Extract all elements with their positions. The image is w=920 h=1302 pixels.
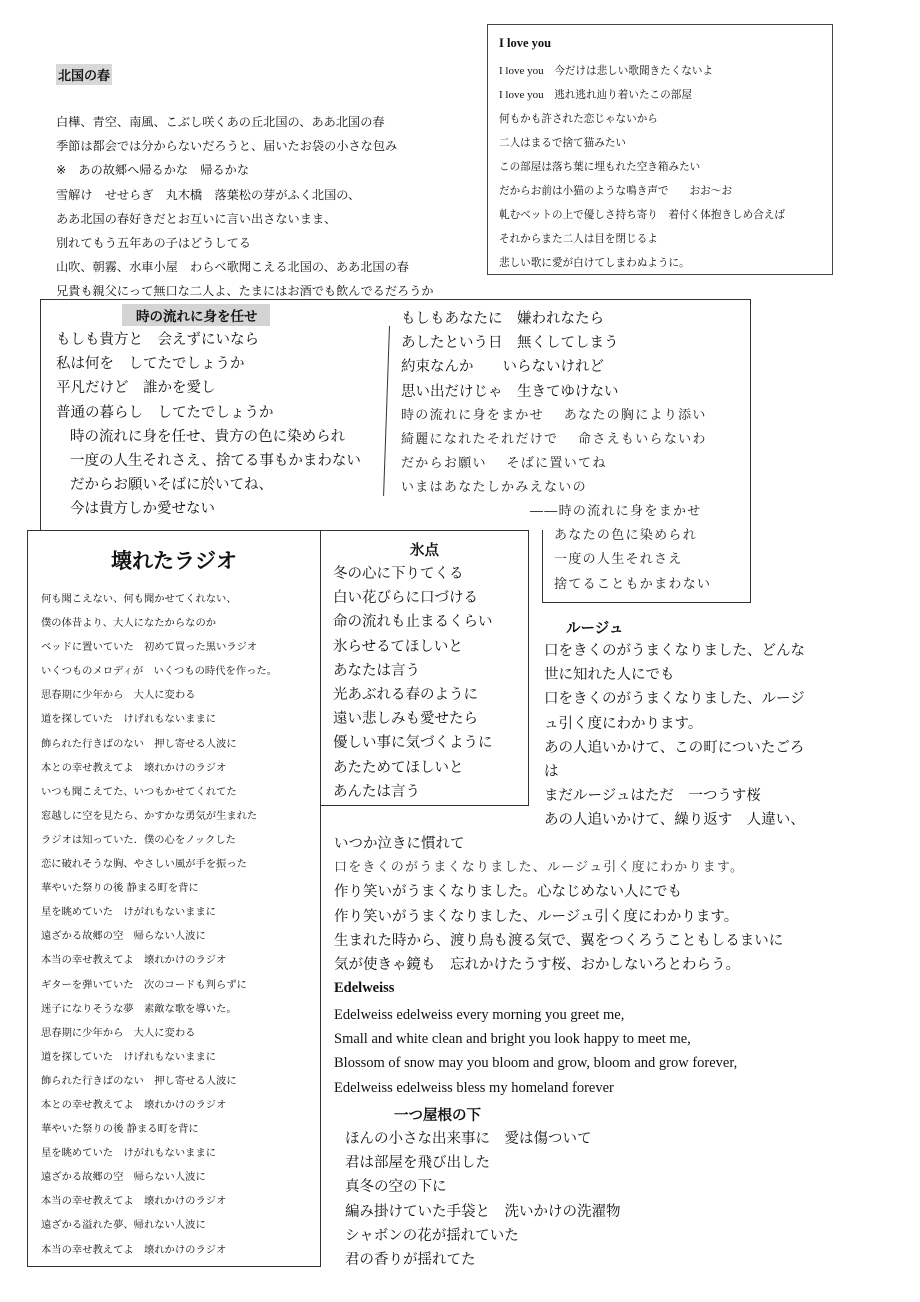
lyrics-line: [499, 227, 785, 251]
lyrics-tokino-left-chorus: [56, 425, 361, 522]
lyrics-line: ほんの小さな出来事に 愛は傷ついて: [345, 1131, 592, 1147]
lyrics-line: もしもあなたに 嫌われなたら: [401, 311, 604, 327]
lyrics-line: [499, 107, 785, 131]
lyrics-line: 遠ざかる故郷の空 帰らない人波に: [41, 930, 206, 943]
lyrics-hitotsu: [345, 1127, 621, 1272]
lyrics-line: 平凡だけど 誰かを愛し: [56, 380, 216, 397]
lyrics-line: 山吹、朝霧、水車小屋 わらべ歌聞こえる北国の、ああ北国の春: [56, 260, 409, 275]
song-title-tokino: 時の流れに身を任せ: [122, 304, 270, 326]
lyrics-line: いつも聞こえてた、いつもかせてくれてた: [41, 785, 237, 798]
lyrics-line: ベッドに置いていた 初めて買った黒いラジオ: [41, 641, 258, 654]
lyrics-line: 作り笑いがうまくなりました。心なじめない人にでも: [334, 884, 682, 901]
lyrics-line: 一度の人生それさえ: [554, 552, 683, 568]
lyrics-line: 君の香りが揺れてた: [345, 1252, 476, 1269]
lyrics-line: 思い出だけじゃ 生きてゆけない: [401, 383, 619, 400]
lyrics-line: 気が使きゃ鏡も 忘れかけたうす桜、おかしないろとわらう。: [334, 957, 740, 974]
lyrics-line: 本との幸せ教えてよ 壊れかけのラジオ: [41, 761, 227, 774]
lyrics-line: 道を探していた けげれもないままに: [41, 1050, 217, 1063]
lyrics-line: 星を眺めていた けがれもないままに: [41, 1147, 217, 1160]
lyrics-line: ※ あの故郷へ帰るかな 帰るかな: [56, 163, 250, 178]
lyrics-line: あの人追いかけて、この町についたごろ: [544, 739, 805, 756]
lyrics-line-japanese: 軋むベットの上で優しさ持ち寄り 着付く体抱きしめ合えば: [499, 209, 786, 221]
lyrics-line: 光あぶれる春のように: [333, 687, 478, 704]
lyrics-line: いくつものメロディが いくつもの時代を作った。: [41, 665, 278, 678]
lyrics-line: 世に知れた人にでも: [544, 667, 675, 684]
song-title-hitotsu: 一つ屋根の下: [394, 1108, 481, 1124]
lyrics-line: 思春期に少年から 大人に変わる: [41, 689, 196, 702]
lyrics-line: [499, 83, 785, 107]
lyrics-rouge-continued-lines: [334, 880, 783, 977]
song-title-hyoten: 氷点: [410, 543, 439, 559]
lyrics-line: 飾られた行きばのない 押し寄せる人波に: [41, 1074, 237, 1087]
lyrics-line: あの人追いかけて、繰り返す 人違い、: [544, 812, 805, 829]
frame-line-tokino-tail-bottom: [542, 602, 751, 603]
lyrics-line: 口をきくのがうまくなりました、ルージ: [544, 691, 805, 708]
lyrics-line: あなたは言う: [333, 662, 420, 679]
lyrics-line: あたためてほしいと: [333, 759, 464, 776]
lyrics-line: ああ北国の春好きだとお互いに言い出さないまま、: [56, 211, 337, 226]
lyrics-line-japanese: この部屋は落ち葉に埋もれた空き箱みたい: [499, 161, 701, 173]
lyrics-line: いまはあなたしかみえないの: [401, 480, 587, 496]
lyrics-line: 恋に破れそうな胸、やさしい風が手を振った: [41, 858, 247, 871]
lyrics-line: 冬の心に下りてくる: [333, 566, 464, 582]
lyrics-tokino-left: [56, 328, 361, 522]
lyrics-line: 私は何を してたでしょうか: [56, 356, 245, 373]
lyrics-line: 約束なんか いらないけれど: [401, 359, 604, 376]
lyrics-line: 華やいた祭りの後 静まる町を背に: [41, 882, 199, 895]
lyrics-line: 兄貴も親父にって無口な二人よ、たまにはお酒でも飲んでるだろうか: [56, 284, 434, 299]
lyrics-tokino-right: [401, 307, 707, 501]
lyrics-line: 僕の体昔より、大人になたからなのか: [41, 617, 217, 630]
lyrics-line: 口をきくのがうまくなりました、ルージュ引く度にわかります。: [334, 860, 745, 876]
lyrics-line: 本当の幸せ教えてよ 壊れかけのラジオ: [41, 1243, 227, 1256]
lyrics-line-japanese: 何もかも許された恋じゃないから: [499, 113, 658, 125]
song-title-edelweiss: Edelweiss: [334, 980, 395, 996]
lyrics-line: 本当の幸せ教えてよ 壊れかけのラジオ: [41, 954, 227, 967]
lyrics-line: は: [544, 764, 559, 781]
lyrics-line: 編み掛けていた手袋と 洗いかけの洗濯物: [345, 1203, 621, 1220]
frame-line-tokino-right: [750, 299, 751, 603]
lyrics-line: 季節は都会では分からないだろうと、届いたお袋の小さな包み: [56, 139, 398, 154]
frame-line-tokino-divider: [383, 326, 390, 496]
lyrics-line: 遠ざかる溢れた夢、帰れない人波に: [41, 1219, 206, 1232]
lyrics-line-japanese: 悲しい歌に愛が白けてしまわぬように。: [499, 257, 690, 269]
lyrics-line: 遠い悲しみも愛せたら: [333, 711, 478, 728]
lyrics-line-english: I love you: [499, 65, 544, 77]
lyrics-line: 一度の人生それさえ、捨てる事もかまわない: [70, 453, 361, 470]
lyrics-line-japanese: 今だけは悲しい歌聞きたくないよ: [543, 65, 714, 77]
lyrics-line: あんたは言う: [333, 783, 420, 800]
lyrics-line: 捨てることもかまわない: [554, 576, 712, 592]
lyrics-line: Edelweiss edelweiss every morning you greet me,: [334, 1007, 625, 1023]
lyrics-line: 星を眺めていた けがれもないままに: [41, 906, 217, 919]
lyrics-tokino-left-verse: [56, 328, 361, 425]
lyrics-line: 氷らせるてほしいと: [333, 638, 463, 655]
lyrics-line: 作り笑いがうまくなりました、ルージュ引く度にわかります。: [334, 908, 739, 925]
lyrics-line: 迷子になりそうな夢 素敵な歌を導いた。: [41, 1002, 237, 1015]
lyrics-line: 今は貴方しか愛せない: [70, 501, 215, 518]
lyrics-line-japanese: 逃れ逃れ辿り着いたこの部屋: [543, 89, 692, 101]
lyrics-line: 本当の幸せ教えてよ 壊れかけのラジオ: [41, 1195, 227, 1208]
song-title-rouge: ルージュ: [566, 621, 624, 637]
lyrics-line-japanese: 二人はまるで捨て猫みたい: [499, 137, 627, 149]
lyrics-radio: [41, 587, 277, 1262]
lyrics-line: 飾られた行きばのない 押し寄せる人波に: [41, 737, 237, 750]
lyrics-line: 窓越しに空を見たら、かすかな勇気が生まれた: [41, 809, 258, 822]
lyrics-line: [499, 251, 785, 275]
lyrics-line: シャボンの花が揺れていた: [345, 1227, 519, 1244]
lyrics-line: ――時の流れに身をまかせ: [530, 504, 702, 519]
frame-line-tokino-left: [40, 299, 41, 530]
lyrics-line: 口をきくのがうまくなりました、どんな: [544, 643, 805, 659]
lyrics-line: ラジオは知っていた．僕の心をノックした: [41, 833, 236, 846]
lyrics-line: 遠ざかる故郷の空 帰らない人波に: [41, 1171, 206, 1184]
lyrics-tokino-tail: [530, 500, 711, 597]
lyrics-line: ュ引く度にわかります。: [544, 715, 703, 732]
lyrics-hyoten: [333, 562, 493, 804]
lyrics-line: あしたという日 無くしてしまう: [401, 335, 619, 352]
lyrics-line: 本との幸せ教えてよ 壊れかけのラジオ: [41, 1098, 227, 1111]
lyrics-line: 真冬の空の下に: [345, 1179, 447, 1196]
lyrics-line: 白い花びらに口づける: [333, 590, 478, 607]
frame-line-tokino-top: [40, 299, 751, 300]
lyrics-kitaguni: [56, 110, 434, 304]
lyrics-line: Blossom of snow may you bloom and grow, bloom and grow forever,: [334, 1055, 738, 1072]
lyrics-rouge-continued: [334, 832, 783, 977]
lyrics-line-japanese: それからまた二人は目を閉じるよ: [499, 233, 658, 245]
lyrics-line: 道を探していた けげれもないままに: [41, 713, 217, 726]
lyrics-line: 華やいた祭りの後 静まる町を背に: [41, 1123, 199, 1136]
lyrics-line: 時の流れに身をまかせ あなたの胸により添い: [401, 407, 707, 423]
lyrics-line: いつか泣きに慣れて: [334, 836, 465, 852]
lyrics-line: 何も聞こえない、何も聞かせてくれない、: [41, 593, 237, 605]
lyrics-line: 優しい事に気づくように: [333, 735, 493, 752]
lyrics-line: Small and white clean and bright you look happy to meet me,: [334, 1031, 691, 1048]
lyrics-line: [499, 59, 785, 83]
lyrics-edelweiss: [334, 1003, 737, 1100]
lyrics-line: Edelweiss edelweiss bless my homeland forever: [334, 1079, 614, 1096]
lyrics-line: [499, 131, 785, 155]
lyrics-line: まだルージュはただ 一つうす桜: [544, 788, 761, 805]
lyrics-line: だからお願い そばに置いてね: [401, 456, 607, 472]
lyrics-line: [499, 179, 785, 203]
lyrics-line: あなたの色に染められ: [554, 528, 698, 544]
song-title-radio: 壊れたラジオ: [111, 549, 237, 573]
song-title-iloveyou: I love you: [499, 36, 552, 50]
lyrics-line: 時の流れに身を任せ、貴方の色に染められ: [70, 428, 346, 445]
lyrics-line: 命の流れも止まるくらい: [333, 614, 493, 631]
lyrics-line: だからお願いそばに於いてね、: [70, 477, 273, 494]
lyrics-line: もしも貴方と 会えずにいなら: [56, 332, 259, 348]
lyrics-line: 君は部屋を飛び出した: [345, 1155, 490, 1172]
song-title-kitaguni: 北国の春: [56, 64, 112, 85]
lyrics-iloveyou: [499, 59, 785, 275]
lyrics-line: 生まれた時から、渡り鳥も渡る気で、翼をつくろうこともしるまいに: [334, 932, 784, 949]
lyrics-tokino-right-verse: [401, 307, 707, 404]
lyrics-line: 綺麗になれたそれだけで 命さえもいらないわ: [401, 432, 707, 448]
lyrics-line: 雪解け せせらぎ 丸木橋 落葉松の芽がふく北国の、: [56, 187, 361, 202]
lyrics-line: ギターを弾いていた 次のコードも判らずに: [41, 978, 247, 991]
lyrics-line-english: I love you: [499, 89, 544, 101]
lyrics-rouge: [544, 639, 805, 833]
lyrics-line: [499, 155, 785, 179]
lyrics-line: [499, 203, 785, 227]
lyrics-box-iloveyou: [487, 24, 833, 275]
lyrics-tokino-right-chorus: [401, 404, 707, 501]
lyrics-line: 思春期に少年から 大人に変わる: [41, 1026, 196, 1039]
lyrics-box-hyoten: [320, 530, 529, 806]
lyrics-line: 別れてもう五年あの子はどうしてる: [56, 236, 251, 251]
lyrics-line: 白樺、青空、南風、こぶし咲くあの丘北国の、ああ北国の春: [56, 115, 385, 129]
lyrics-line-japanese: だからお前は小猫のような鳴き声で おお～お: [499, 185, 733, 197]
lyrics-box-radio: [27, 530, 321, 1267]
lyrics-line: 普通の暮らし してたでしょうか: [56, 404, 274, 421]
